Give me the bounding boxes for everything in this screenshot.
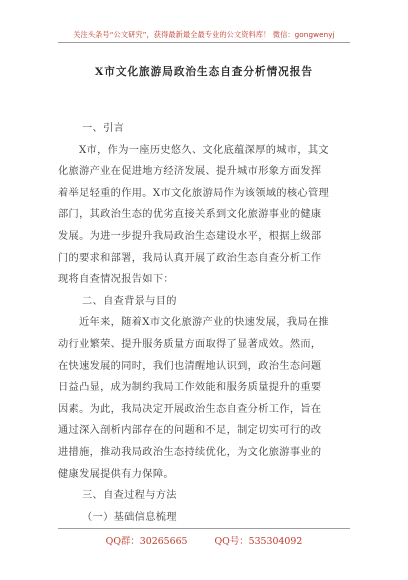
section-heading: 一、引言: [82, 123, 125, 134]
paragraph-line: 发展。为进一步提升我局政治生态建设水平，根据上级部: [58, 230, 322, 242]
paragraph-line: 在快速发展的同时，我们也清醒地认识到，政治生态问题: [58, 360, 322, 372]
document-title: X市文化旅游局政治生态自查分析情况报告: [95, 66, 313, 78]
paragraph-line: 近年来，随着X市文化旅游产业的快速发展，我局在推: [79, 317, 329, 329]
paragraph-line: 进措施，推动我局政治生态持续优化，为文化旅游事业的: [58, 446, 322, 458]
footer-contact: [0, 533, 408, 547]
section-heading: 三、自查过程与方法: [82, 490, 177, 502]
paragraph-line: 因素。为此，我局决定开展政治生态自查分析工作，旨在: [58, 403, 322, 415]
paragraph-line: X市，作为一座历史悠久、文化底蕴深厚的城市，其文: [79, 144, 329, 156]
paragraph-line: 部门，其政治生态的优劣直接关系到文化旅游事业的健康: [58, 209, 322, 221]
header-divider: [58, 42, 350, 43]
qq-number-text: QQ号：535304092: [214, 536, 303, 547]
paragraph-line: 着举足轻重的作用。X市文化旅游局作为该领域的核心管理: [58, 187, 330, 199]
section-heading: 二、自查背景与目的: [82, 295, 177, 307]
header-note: 关注头条号“公文研究”，获得最新最全最专业的公文资料库！ 微信：gongwenyj: [73, 30, 335, 39]
qq-group-text: QQ群：30265665: [105, 536, 188, 547]
paragraph-line: 日益凸显，成为制约我局工作效能和服务质量提升的重要: [58, 382, 322, 394]
paragraph-line: 门的要求和部署，我局认真开展了政治生态自查分析工作: [58, 252, 322, 264]
footer-divider: [58, 528, 350, 529]
paragraph-line: 化旅游产业在促进地方经济发展、提升城市形象方面发挥: [58, 166, 322, 178]
document-body: [58, 118, 350, 528]
paragraph-line: 通过深入剖析内部存在的问题和不足，制定切实可行的改: [58, 425, 322, 437]
subsection-heading: （一）基础信息梳理: [82, 511, 177, 523]
paragraph-line: 动行业繁荣、提升服务质量方面取得了显著成效。然而，: [58, 338, 322, 350]
paragraph-line: 现将自查情况报告如下：: [58, 274, 174, 286]
paragraph-line: 健康发展提供有力保障。: [58, 468, 174, 480]
